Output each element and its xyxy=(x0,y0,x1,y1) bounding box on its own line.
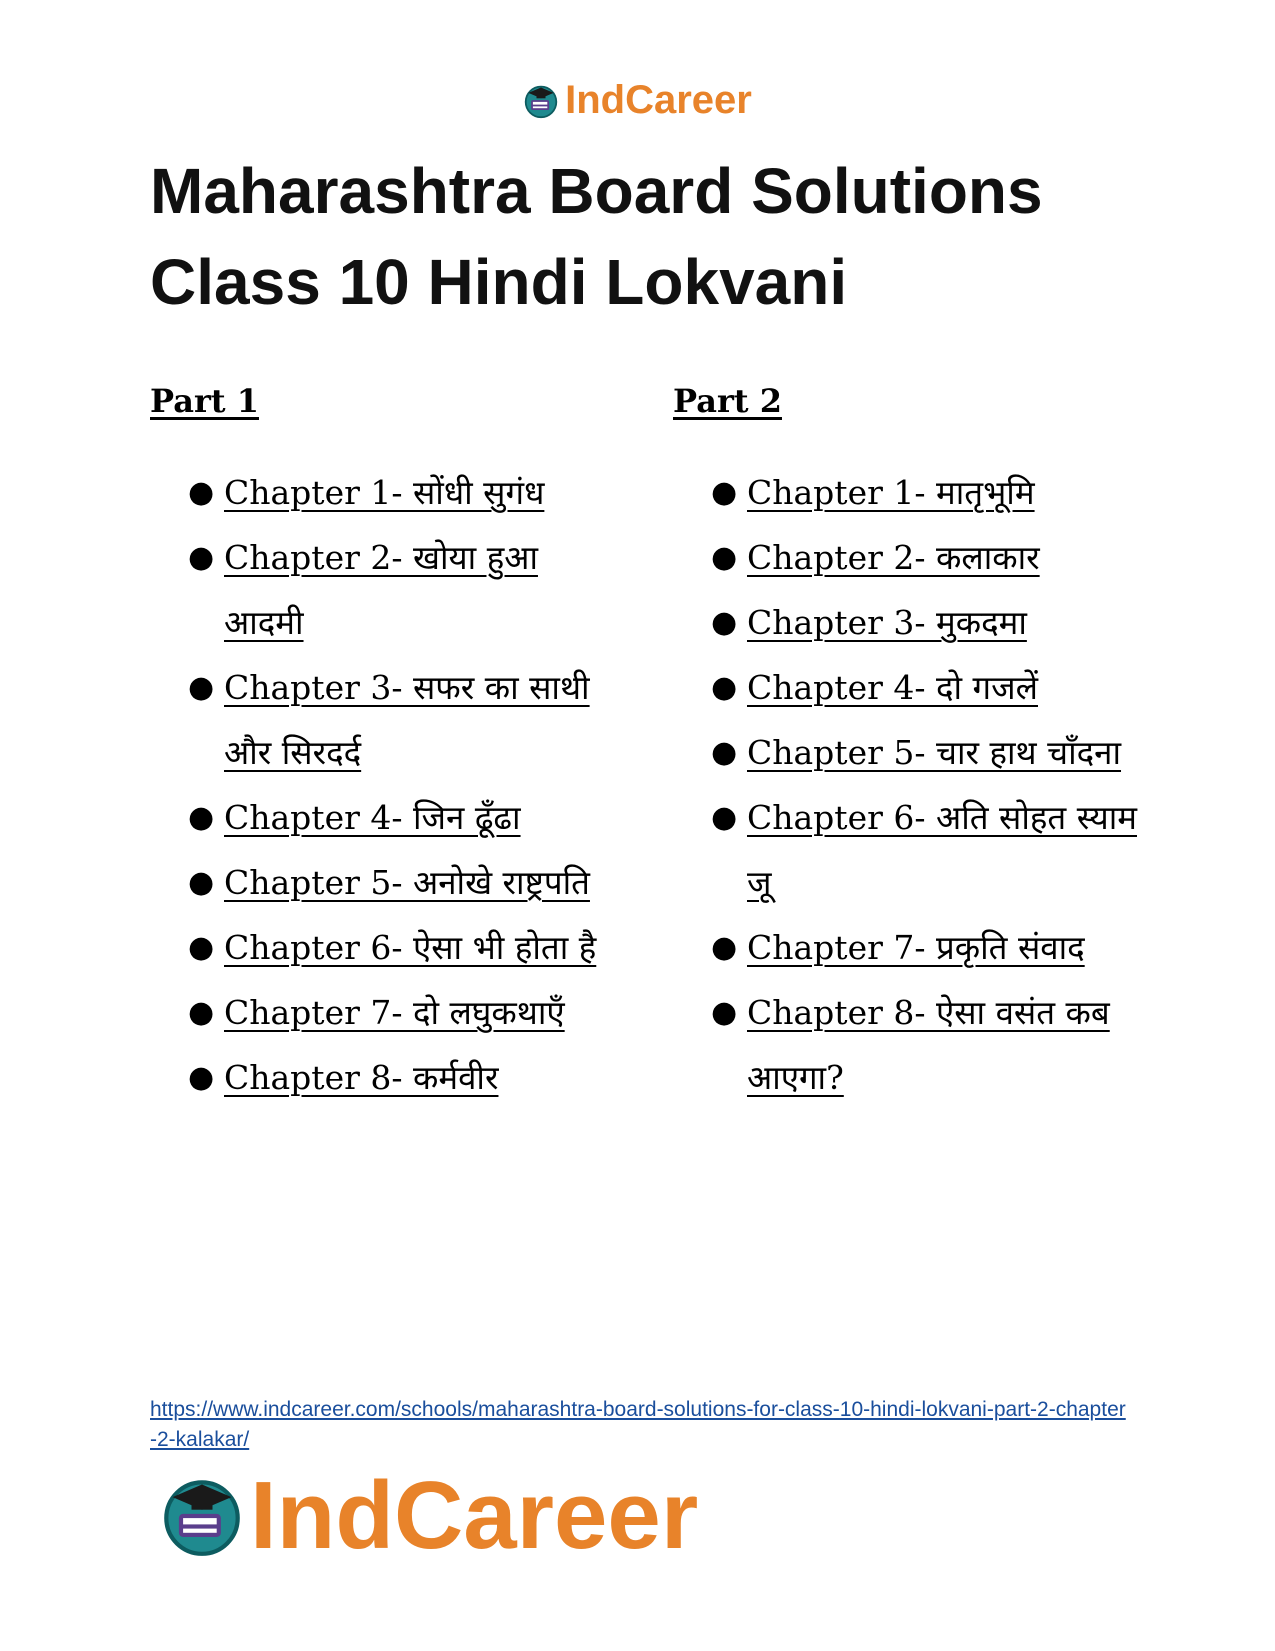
footer-logo xyxy=(160,1462,699,1569)
chapter-link[interactable]: Chapter 4- जिन ढूँढा xyxy=(224,798,521,837)
page-title-line-2: Class 10 Hindi Lokvani xyxy=(150,246,848,318)
chapter-link[interactable]: Chapter 8- कर्मवीर xyxy=(224,1058,499,1097)
bullet: ● xyxy=(188,1060,215,1095)
bullet: ● xyxy=(188,475,215,510)
bullet: ● xyxy=(711,800,738,835)
graduation-globe-icon xyxy=(523,83,559,119)
list-item xyxy=(150,525,620,655)
bullet: ● xyxy=(711,540,738,575)
list-item xyxy=(150,980,620,1045)
chapter-link[interactable]: Chapter 1- सोंधी सुगंध xyxy=(224,473,545,512)
list-item xyxy=(673,655,1143,720)
chapter-link[interactable]: Chapter 7- प्रकृति संवाद xyxy=(747,928,1085,967)
header-logo xyxy=(0,78,1275,123)
list-item xyxy=(673,785,1143,915)
bullet: ● xyxy=(711,930,738,965)
chapter-link[interactable]: Chapter 8- ऐसा वसंत कब आएगा? xyxy=(747,993,1110,1097)
list-item xyxy=(150,915,620,980)
bullet: ● xyxy=(711,995,738,1030)
bullet: ● xyxy=(188,670,215,705)
chapter-link[interactable]: Chapter 5- चार हाथ चाँदना xyxy=(747,733,1122,772)
chapter-link[interactable]: Chapter 7- दो लघुकथाएँ xyxy=(224,993,565,1032)
brand-name: IndCareer xyxy=(565,78,752,122)
bullet: ● xyxy=(711,735,738,770)
part-2-chapter-list xyxy=(673,460,1143,1110)
list-item xyxy=(673,720,1143,785)
bullet: ● xyxy=(188,930,215,965)
bullet: ● xyxy=(188,995,215,1030)
part-1-chapter-list xyxy=(150,460,620,1110)
list-item xyxy=(673,525,1143,590)
list-item xyxy=(673,980,1143,1110)
list-item xyxy=(150,1045,620,1110)
part-2-column xyxy=(673,380,1143,1110)
chapter-link[interactable]: Chapter 2- कलाकार xyxy=(747,538,1040,577)
chapter-link[interactable]: Chapter 1- मातृभूमि xyxy=(747,473,1035,512)
chapter-link[interactable]: Chapter 4- दो गजलें xyxy=(747,668,1038,707)
list-item xyxy=(673,460,1143,525)
bullet: ● xyxy=(711,670,738,705)
part-1-heading: Part 1 xyxy=(150,382,259,420)
chapter-link[interactable]: Chapter 6- अति सोहत स्याम जू xyxy=(747,798,1137,902)
part-1-column xyxy=(150,380,620,1110)
bullet: ● xyxy=(711,605,738,640)
list-item xyxy=(673,590,1143,655)
list-item xyxy=(150,655,620,785)
bullet: ● xyxy=(188,800,215,835)
indcareer-logo-large xyxy=(160,1462,699,1569)
page-title-line-1: Maharashtra Board Solutions xyxy=(150,155,1043,227)
list-item xyxy=(150,460,620,525)
brand-name-large: IndCareer xyxy=(250,1462,699,1569)
graduation-globe-icon xyxy=(160,1474,244,1558)
page-title xyxy=(150,146,1150,328)
list-item xyxy=(150,850,620,915)
bullet: ● xyxy=(188,540,215,575)
chapter-link[interactable]: Chapter 6- ऐसा भी होता है xyxy=(224,928,597,967)
list-item xyxy=(673,915,1143,980)
bullet: ● xyxy=(711,475,738,510)
indcareer-logo xyxy=(523,78,752,123)
chapter-link[interactable]: Chapter 2- खोया हुआ आदमी xyxy=(224,538,538,642)
chapter-link[interactable]: Chapter 5- अनोखे राष्ट्रपति xyxy=(224,863,590,902)
source-url-link[interactable]: https://www.indcareer.com/schools/maharashtra-board-solutions-for-class-10-hindi-lokvani-part-2-chapter-2-kalakar/ xyxy=(150,1398,1126,1451)
part-2-heading: Part 2 xyxy=(673,382,782,420)
list-item xyxy=(150,785,620,850)
bullet: ● xyxy=(188,865,215,900)
chapter-link[interactable]: Chapter 3- मुकदमा xyxy=(747,603,1027,642)
chapter-link[interactable]: Chapter 3- सफर का साथी और सिरदर्द xyxy=(224,668,590,772)
